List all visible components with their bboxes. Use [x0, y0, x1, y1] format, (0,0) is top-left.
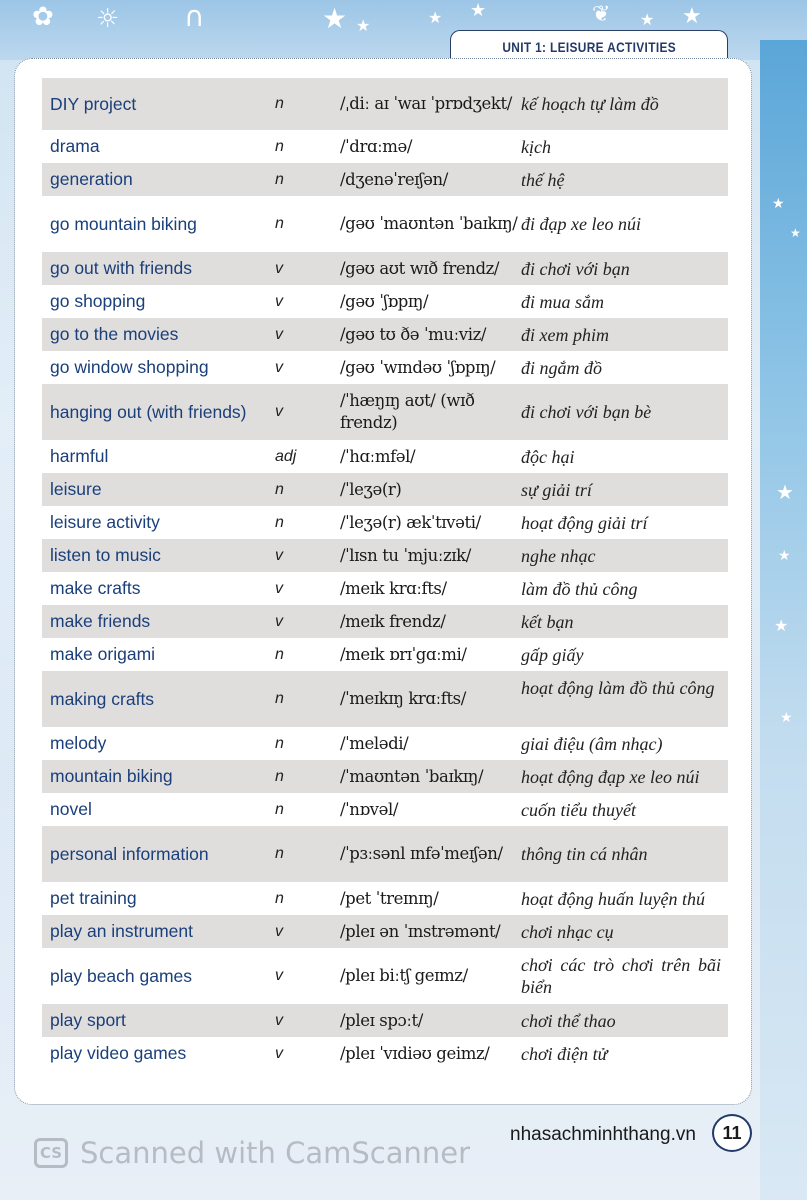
vocab-row: [42, 285, 728, 318]
pronunciation: /ˈlɪsn tu ˈmjuːzɪk/: [340, 545, 471, 565]
vocab-row: [42, 915, 728, 948]
part-of-speech: n: [275, 480, 284, 498]
vietnamese-meaning: chơi các trò chơi trên bãi biển: [521, 955, 721, 997]
star-icon: ★: [682, 4, 702, 29]
star-icon: ★: [780, 710, 793, 726]
vocab-word: make crafts: [50, 578, 141, 598]
vocab-row: [42, 196, 728, 252]
vietnamese-meaning: hoạt động đạp xe leo núi: [521, 766, 700, 787]
vietnamese-meaning: chơi điện tử: [521, 1043, 608, 1064]
part-of-speech: v: [275, 358, 283, 376]
star-icon: ★: [774, 616, 789, 635]
vocab-word: go window shopping: [50, 357, 209, 377]
maple-leaf-icon: ✿: [32, 2, 54, 32]
vocab-word: make friends: [50, 611, 151, 631]
vocab-word: go shopping: [50, 291, 146, 311]
pronunciation: /meɪk ɒrɪˈgɑːmi/: [340, 644, 467, 664]
vietnamese-meaning: chơi nhạc cụ: [521, 921, 614, 942]
vietnamese-meaning: đi ngắm đồ: [521, 357, 602, 378]
vocab-word: harmful: [50, 446, 109, 466]
camscanner-text: Scanned with CamScanner: [80, 1136, 471, 1170]
part-of-speech: v: [275, 1044, 283, 1062]
part-of-speech: v: [275, 612, 283, 630]
pronunciation: /ˈmeɪkɪŋ krɑːfts/: [340, 689, 466, 708]
vocab-row: [42, 1037, 728, 1070]
vocab-word: go to the movies: [50, 324, 179, 344]
vocab-row: [42, 760, 728, 793]
vocab-row: [42, 638, 728, 671]
vocabulary-table: [42, 78, 728, 1070]
star-icon: ★: [470, 0, 487, 21]
pronunciation: /ˈpɜːsənl ɪnfəˈmeɪʃən/: [340, 844, 503, 863]
vietnamese-meaning: gấp giấy: [521, 644, 584, 665]
part-of-speech: n: [275, 513, 284, 531]
vietnamese-meaning: nghe nhạc: [521, 545, 596, 566]
vocab-word: melody: [50, 733, 107, 753]
part-of-speech: v: [275, 1011, 283, 1029]
vocab-word: mountain biking: [50, 766, 173, 786]
vocab-row: [42, 440, 728, 473]
part-of-speech: n: [275, 690, 284, 707]
camscanner-watermark: [34, 1136, 470, 1170]
vietnamese-meaning: đi chơi với bạn: [521, 258, 630, 279]
part-of-speech: v: [275, 325, 283, 343]
part-of-speech: v: [275, 967, 283, 984]
pronunciation: /pleɪ biːtʃ geɪmz/: [340, 966, 468, 985]
star-icon: ★: [772, 196, 785, 212]
vietnamese-meaning: đi đạp xe leo núi: [521, 214, 641, 234]
vocab-word: play an instrument: [50, 921, 193, 941]
vocab-word: drama: [50, 136, 100, 156]
lightbulb-icon: ☼: [96, 4, 120, 34]
vietnamese-meaning: sự giải trí: [521, 479, 592, 500]
butterfly-icon: ❦: [592, 2, 611, 27]
star-icon: ★: [428, 8, 443, 27]
part-of-speech: n: [275, 800, 284, 818]
vocab-word: leisure: [50, 479, 102, 499]
vietnamese-meaning: giai điệu (âm nhạc): [521, 733, 663, 754]
vocab-row: [42, 473, 728, 506]
pronunciation: /ˈleʒə(r) ækˈtɪvəti/: [340, 512, 481, 532]
vocab-word: pet training: [50, 888, 137, 908]
part-of-speech: n: [275, 645, 284, 663]
pronunciation: /gəʊ tʊ ðə ˈmuːviz/: [340, 324, 487, 344]
vietnamese-meaning: kế hoạch tự làm đồ: [521, 94, 659, 114]
publisher-website: nhasachminhthang.vn: [510, 1124, 696, 1145]
vocab-row: [42, 826, 728, 882]
pronunciation: /ˈleʒə(r): [340, 479, 402, 499]
vocab-word: go mountain biking: [50, 213, 197, 234]
part-of-speech: n: [275, 170, 284, 188]
part-of-speech: v: [275, 403, 283, 420]
pronunciation: /pet ˈtreɪnɪŋ/: [340, 888, 439, 908]
pronunciation: /gəʊ ˈmaʊntən ˈbaɪkɪŋ/: [340, 214, 518, 233]
vocab-word: make origami: [50, 644, 156, 664]
vocab-row: [42, 252, 728, 285]
part-of-speech: n: [275, 845, 284, 862]
part-of-speech: v: [275, 579, 283, 597]
vocab-word: leisure activity: [50, 512, 160, 532]
vocab-row: [42, 318, 728, 351]
vietnamese-meaning: làm đồ thủ công: [521, 578, 638, 599]
pronunciation: /gəʊ aʊt wɪð frendz/: [340, 258, 500, 278]
part-of-speech: v: [275, 259, 283, 277]
star-icon: ★: [640, 10, 655, 29]
pronunciation: /ˈdrɑːmə/: [340, 136, 413, 156]
vocab-word: go out with friends: [50, 258, 193, 278]
part-of-speech: n: [275, 137, 284, 155]
pronunciation: /ˈhɑːmfəl/: [340, 446, 416, 466]
vocab-row: [42, 671, 728, 727]
pronunciation: /pleɪ spɔːt/: [340, 1010, 423, 1030]
star-icon: ★: [778, 548, 791, 564]
unit-title: UNIT 1: LEISURE ACTIVITIES: [502, 38, 676, 55]
pronunciation: /ˈmaʊntən ˈbaɪkɪŋ/: [340, 766, 484, 786]
vocab-word: novel: [50, 799, 92, 819]
star-icon: ★: [356, 16, 371, 35]
part-of-speech: n: [275, 767, 284, 785]
vocab-row: [42, 384, 728, 440]
vocab-row: [42, 506, 728, 539]
vietnamese-meaning: đi xem phim: [521, 324, 609, 345]
vocab-word: DIY project: [50, 93, 137, 114]
vietnamese-meaning: thông tin cá nhân: [521, 844, 648, 864]
star-icon: ★: [322, 2, 348, 35]
part-of-speech: adj: [275, 447, 297, 465]
vocab-word: play beach games: [50, 965, 193, 986]
vietnamese-meaning: đi mua sắm: [521, 291, 605, 312]
vocab-row: [42, 1004, 728, 1037]
pronunciation: /ˌdiː aɪ ˈwaɪ ˈprɒdʒekt/: [340, 94, 512, 113]
vocab-row: [42, 948, 728, 1004]
vocab-word: making crafts: [50, 688, 155, 709]
star-icon: ★: [790, 226, 801, 240]
vietnamese-meaning: thế hệ: [521, 169, 565, 190]
vocab-row: [42, 605, 728, 638]
vocab-row: [42, 882, 728, 915]
page-number: [712, 1114, 752, 1152]
vocab-row: [42, 163, 728, 196]
vocab-row: [42, 351, 728, 384]
vietnamese-meaning: hoạt động làm đồ thủ công: [521, 678, 715, 698]
vocab-word: listen to music: [50, 545, 161, 565]
vocab-row: [42, 793, 728, 826]
pronunciation: /ˈnɒvəl/: [340, 799, 399, 819]
pronunciation: /pleɪ ən ˈɪnstrəmənt/: [340, 921, 501, 941]
pronunciation: /gəʊ ˈʃɒpɪŋ/: [340, 291, 429, 311]
part-of-speech: v: [275, 292, 283, 310]
pronunciation: /gəʊ ˈwɪndəʊ ˈʃɒpɪŋ/: [340, 357, 496, 377]
pronunciation: /ˈhæŋɪŋ aʊt/ (wɪð frendz): [340, 391, 475, 432]
part-of-speech: v: [275, 546, 283, 564]
vietnamese-meaning: hoạt động huấn luyện thú: [521, 888, 705, 909]
vietnamese-meaning: độc hại: [521, 446, 575, 467]
headphones-icon: ∩: [184, 0, 205, 33]
vocab-word: personal information: [50, 843, 209, 864]
vietnamese-meaning: cuốn tiểu thuyết: [521, 799, 636, 820]
vocab-word: hanging out (with friends): [50, 401, 247, 422]
part-of-speech: n: [275, 215, 284, 232]
vocab-row: [42, 78, 728, 130]
pronunciation: /dʒenəˈreɪʃən/: [340, 169, 448, 189]
pronunciation: /pleɪ ˈvɪdiəʊ geimz/: [340, 1043, 490, 1063]
vocab-row: [42, 572, 728, 605]
part-of-speech: v: [275, 922, 283, 940]
pronunciation: /ˈmelədi/: [340, 733, 409, 753]
vocab-word: play video games: [50, 1043, 187, 1063]
vocab-row: [42, 539, 728, 572]
vietnamese-meaning: chơi thể thao: [521, 1010, 616, 1031]
vietnamese-meaning: hoạt động giải trí: [521, 512, 648, 533]
part-of-speech: n: [275, 889, 284, 907]
vocab-word: generation: [50, 169, 133, 189]
star-icon: ★: [776, 480, 794, 504]
vocab-row: [42, 130, 728, 163]
page-number-text: 11: [722, 1122, 742, 1143]
part-of-speech: n: [275, 734, 284, 752]
camscanner-logo: CS: [34, 1138, 68, 1168]
part-of-speech: n: [275, 95, 284, 112]
vietnamese-meaning: đi chơi với bạn bè: [521, 402, 652, 422]
pronunciation: /meɪk frendz/: [340, 611, 446, 631]
pronunciation: /meɪk krɑːfts/: [340, 578, 447, 598]
vocab-word: play sport: [50, 1010, 126, 1030]
vietnamese-meaning: kết bạn: [521, 611, 574, 632]
vietnamese-meaning: kịch: [521, 136, 551, 157]
vocab-row: [42, 727, 728, 760]
